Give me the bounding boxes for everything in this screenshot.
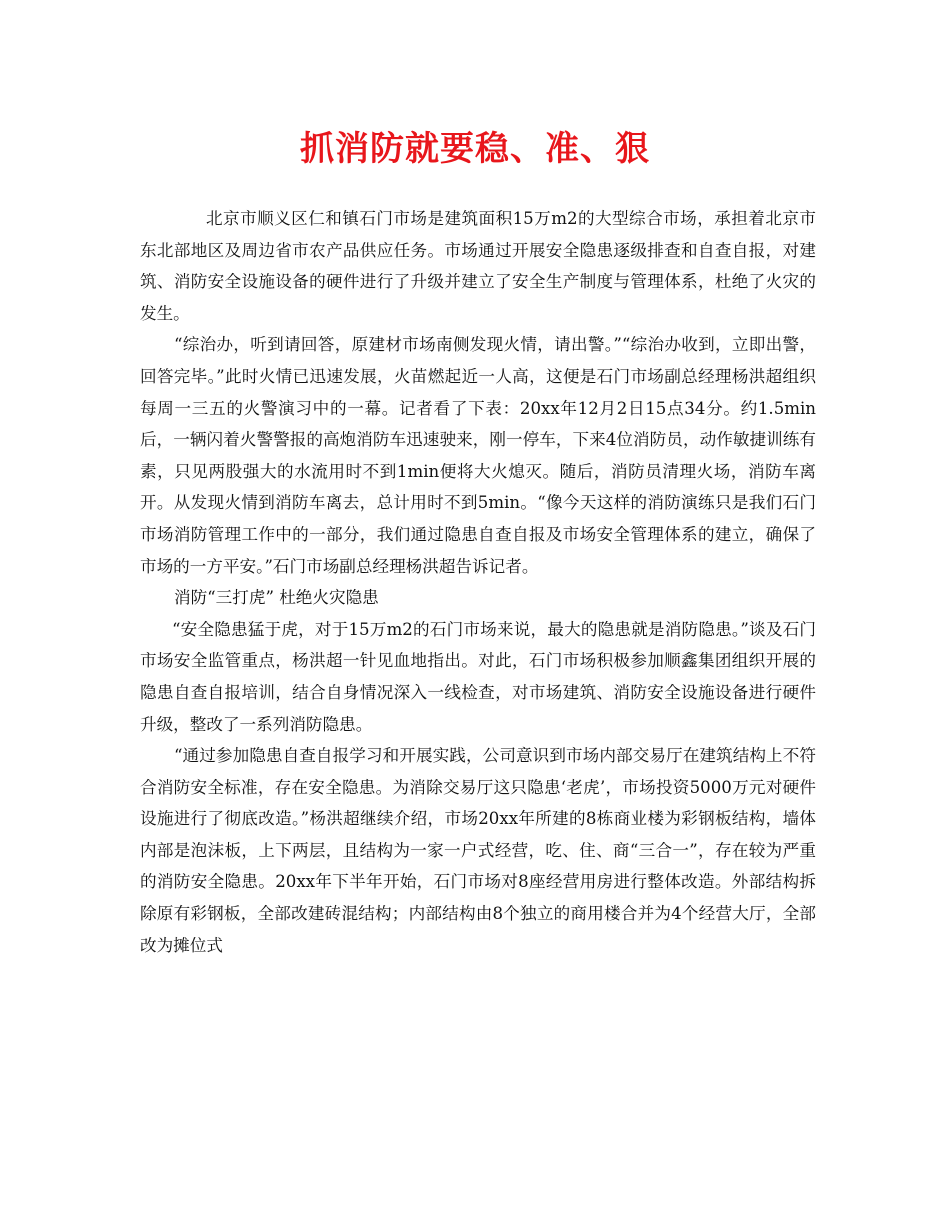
section-subheading: 消防“三打虎” 杜绝火灾隐患 <box>174 588 379 608</box>
document-body <box>140 203 816 961</box>
document-title: 抓消防就要稳、准、狠 <box>300 129 650 169</box>
paragraph-drill: “综治办，听到请回答，原建材市场南侧发现火情，请出警。”“综治办收到，立即出警，回答完毕。”此时火情已迅速发展，火苗燃起近一人高，这便是石门市场副总经理杨洪超组织每周一三五的火警演习中的一幕。记者看了下表：20xx年12月2日15点34分。约1.5min后，一辆闪着火警警报的高炮消防车迅速驶来，刚一停车，下来4位消防员，动作敏捷训练有素，只见两股强大的水流用时不到1min便将大火熄灭。随后，消防员清理火场，消防车离开。从发现火情到消防车离去，总计用时不到5min。“像今天这样的消防演练只是我们石门市场消防管理工作中的一部分，我们通过隐患自查自报及市场安全管理体系的建立，确保了市场的一方平安。”石门市场副总经理杨洪超告诉记者。 <box>140 335 816 576</box>
paragraph-renovation: “通过参加隐患自查自报学习和开展实践，公司意识到市场内部交易厅在建筑结构上不符合消防安全标准，存在安全隐患。为消除交易厅这只隐患‘老虎’，市场投资5000万元对硬件设施进行了彻底改造。”杨洪超继续介绍，市场20xx年所建的8栋商业楼为彩钢板结构，墙体内部是泡沫板，上下两层，且结构为一家一户式经营，吃、住、商“三合一”，存在较为严重的消防安全隐患。20xx年下半年开始，石门市场对8座经营用房进行整体改造。外部结构拆除原有彩钢板，全部改建砖混结构；内部结构由8个独立的商用楼合并为4个经营大厅，全部改为摊位式 <box>140 746 816 955</box>
paragraph-hazard: “安全隐患猛于虎，对于15万m2的石门市场来说，最大的隐患就是消防隐患。”谈及石门市场安全监管重点，杨洪超一针见血地指出。对此，石门市场积极参加顺鑫集团组织开展的隐患自查自报培训，结合自身情况深入一线检查，对市场建筑、消防安全设施设备进行硬件升级，整改了一系列消防隐患。 <box>140 619 816 734</box>
paragraph-intro: 北京市顺义区仁和镇石门市场是建筑面积15万m2的大型综合市场，承担着北京市东北部地区及周边省市农产品供应任务。市场通过开展安全隐患逐级排查和自查自报，对建筑、消防安全设施设备的硬件进行了升级并建立了安全生产制度与管理体系，杜绝了火灾的发生。 <box>140 209 816 323</box>
